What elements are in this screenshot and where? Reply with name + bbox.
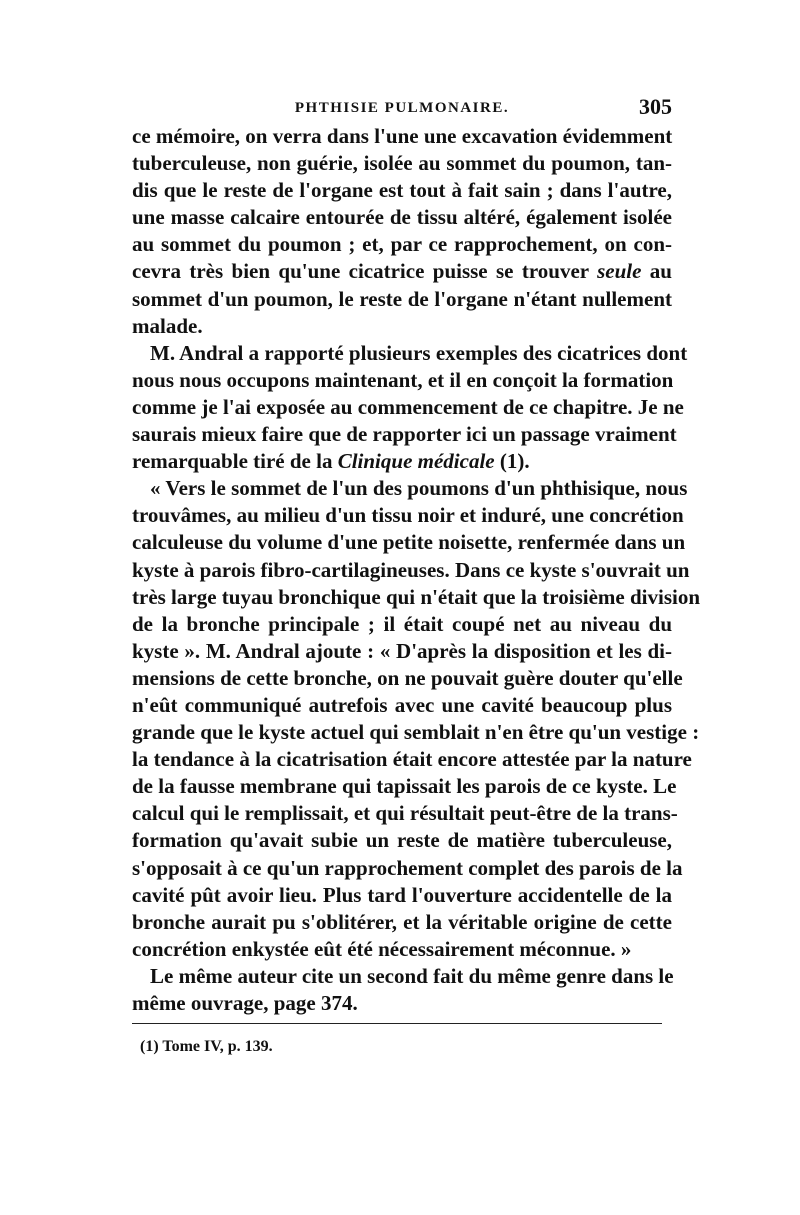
paragraph-1: [132, 123, 672, 340]
text-line: malade.: [132, 313, 203, 338]
italic-text: Clinique médicale: [337, 449, 495, 474]
text-line: kyste à parois fibro-cartilagineuses. Dans ce kyste s'ouvrait un: [132, 557, 690, 582]
paragraph-4: [132, 963, 672, 1017]
text-line: cevra très bien qu'une cicatrice puisse se trouver seule au: [132, 259, 672, 284]
text-line: de la fausse membrane qui tapissait les parois de ce kyste. Le: [132, 774, 677, 799]
text-line: très large tuyau bronchique qui n'était que la troisième division: [132, 584, 701, 609]
text-line: au sommet du poumon ; et, par ce rapprochement, on con-: [132, 232, 672, 257]
text-line: mensions de cette bronche, on ne pouvait guère douter qu'elle: [132, 665, 683, 690]
text-line: cavité pût avoir lieu. Plus tard l'ouverture accidentelle de la: [132, 882, 672, 907]
text-line: « Vers le sommet de l'un des poumons d'un phthisique, nous: [150, 476, 688, 501]
page-header: [132, 94, 672, 124]
text-line: même ouvrage, page 374.: [132, 991, 358, 1015]
text-line: concrétion enkystée eût été nécessairement méconnue. »: [132, 936, 632, 961]
running-title: PHTHISIE PULMONAIRE.: [294, 100, 510, 116]
text-line: nous nous occupons maintenant, et il en conçoit la formation: [132, 367, 674, 392]
text-line: tuberculeuse, non guérie, isolée au sommet du poumon, tan-: [132, 151, 672, 176]
text-line: s'opposait à ce qu'un rapprochement complet des parois de la: [132, 855, 683, 880]
footnote-divider: [132, 1023, 662, 1024]
paragraph-3-quotation: [132, 475, 701, 963]
text-line: une masse calcaire entourée de tissu altéré, également isolée: [132, 205, 672, 230]
text-line: grande que le kyste actuel qui semblait n'en être qu'un vestige :: [132, 720, 700, 745]
text-line: dis que le reste de l'organe est tout à fait sain ; dans l'autre,: [132, 178, 672, 203]
text-line: ce mémoire, on verra dans l'une une excavation évidemment: [132, 124, 673, 148]
text-line: calcul qui le remplissait, et qui résultait peut-être de la trans-: [132, 801, 678, 826]
text-line: Le même auteur cite un second fait du même genre dans le: [150, 963, 674, 988]
text-line: bronche aurait pu s'oblitérer, et la véritable origine de cette: [132, 909, 672, 934]
text-line: calculeuse du volume d'une petite noisette, renfermée dans un: [132, 530, 686, 555]
paragraph-2: [132, 340, 688, 475]
text-line: sommet d'un poumon, le reste de l'organe n'étant nullement: [132, 286, 672, 311]
italic-text: seule: [597, 259, 642, 284]
body-text: [132, 123, 701, 1017]
text-line: de la bronche principale ; il était coupé net au niveau du: [132, 611, 672, 636]
page-number: 305: [639, 94, 672, 119]
text-line: la tendance à la cicatrisation était encore attestée par la nature: [132, 747, 692, 772]
text-line: M. Andral a rapporté plusieurs exemples des cicatrices dont: [150, 340, 688, 365]
text-line: kyste ». M. Andral ajoute : « D'après la disposition et les di-: [132, 638, 672, 663]
text-line: comme je l'ai exposée au commencement de ce chapitre. Je ne: [132, 394, 684, 419]
text-line: formation qu'avait subie un reste de matière tuberculeuse,: [132, 828, 672, 853]
footnote: (1) Tome IV, p. 139.: [140, 1038, 273, 1055]
text-line: remarquable tiré de la Clinique médicale (1).: [132, 449, 530, 474]
text-line: n'eût communiqué autrefois avec une cavité beaucoup plus: [132, 692, 672, 717]
text-line: saurais mieux faire que de rapporter ici un passage vraiment: [132, 422, 677, 447]
text-line: trouvâmes, au milieu d'un tissu noir et induré, une concrétion: [132, 503, 684, 528]
